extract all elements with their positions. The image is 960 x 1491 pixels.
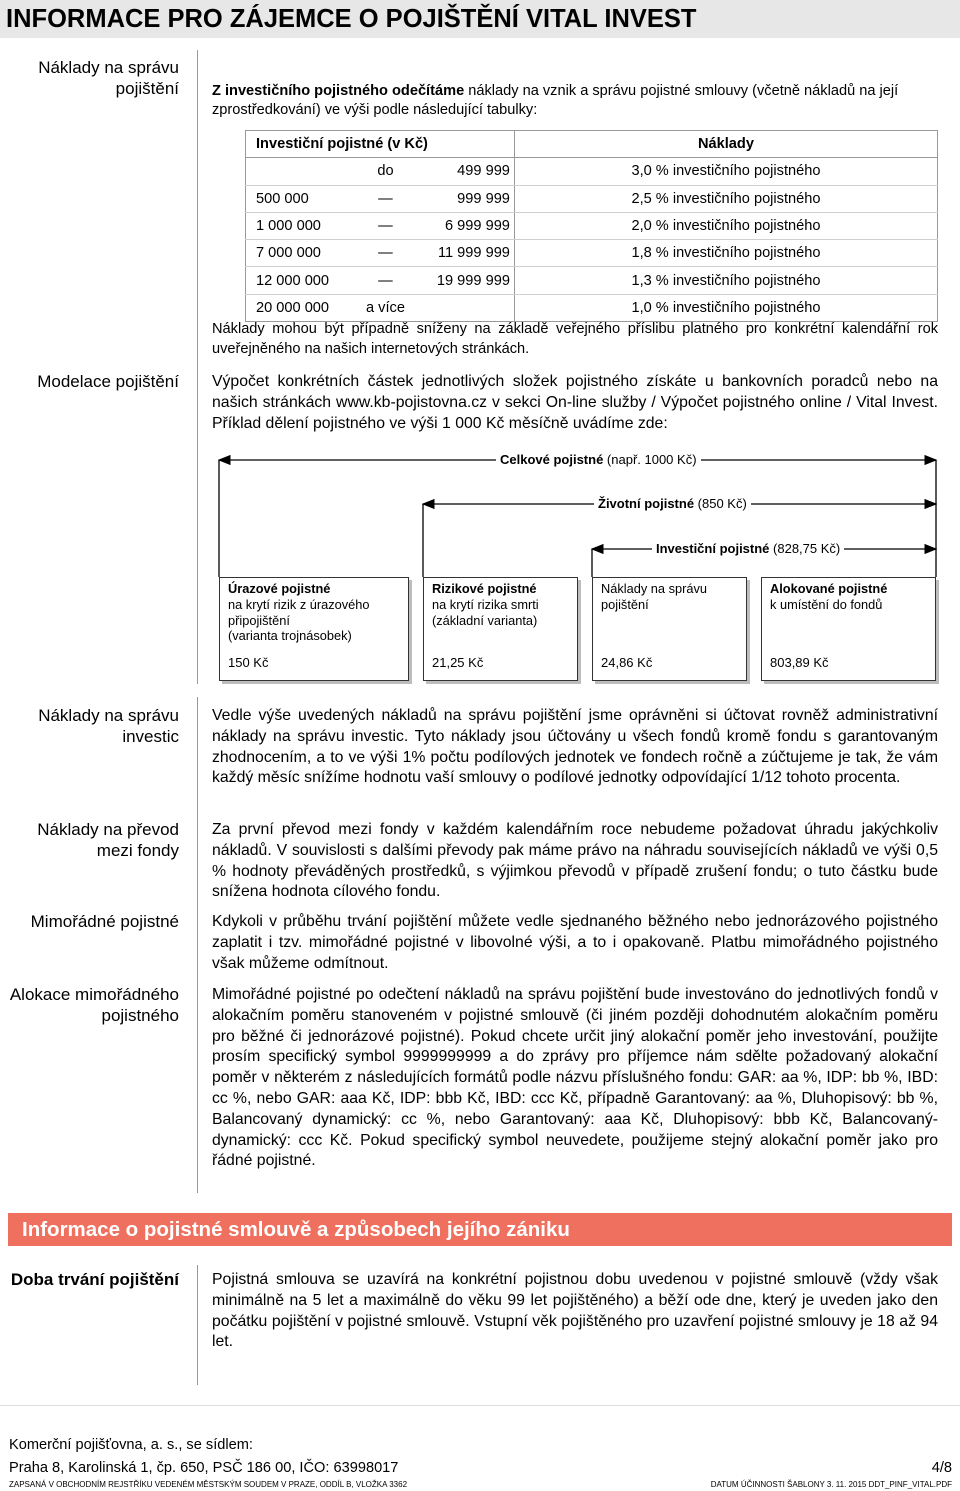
investic-text: Vedle výše uvedených nákladů na správu pojištění jsme oprávněni si účtovat rovněž administrativní náklady na správu investic. Tyto náklady jsou účtovány u všech fondů kromě fondu s garantovaným zhodnocením, a to ve výši 1% počtu podílových jednotek ve fondech ročně a zúčtujeme je tak, že vám každý měsíc snížíme hodnotu vaší smlouvy o podílové jednotky odpovídající 1/12 tohoto procenta.: [212, 707, 938, 787]
cell-from: 7 000 000: [246, 240, 367, 267]
table-row: [246, 240, 938, 267]
cell-from: 1 000 000: [246, 212, 367, 239]
cell-cost: 2,5 % investičního pojistného: [514, 185, 937, 212]
cell-cost: 2,0 % investičního pojistného: [514, 212, 937, 239]
section-label-investic: Náklady na správu investic: [38, 706, 179, 746]
cell-from: 12 000 000: [246, 267, 367, 294]
table-row: [246, 294, 938, 321]
arrow-total-label: Celkové pojistné (např. 1000 Kč): [496, 452, 701, 467]
page-title: INFORMACE PRO ZÁJEMCE O POJIŠTĚNÍ VITAL INVEST: [0, 0, 960, 38]
section-label-doba: Doba trvání pojištění: [10, 1270, 179, 1289]
costs-table: [245, 130, 938, 322]
col-header-costs: Náklady: [514, 131, 937, 158]
box-accident-premium: Úrazové pojistné na krytí rizik z úrazového připojištění (varianta trojnásobek) 150 Kč: [219, 577, 409, 681]
arrow-life-label: Životní pojistné (850 Kč): [594, 496, 751, 511]
costs-note: Náklady mohou být případně sníženy na základě veřejného příslibu platného pro konkrétní kalendářní rok uveřejněného na našich internetových stránkách.: [212, 321, 938, 357]
cell-mid: —: [366, 212, 405, 239]
doba-text: Pojistná smlouva se uzavírá na konkrétní pojistnou dobu uvedenou v pojistné smlouvě (vždy však minimálně na 5 let a maximálně do věku 99 let pojištěného) a běží ode dne, který je uveden jako den počátku pojištění v pojistné smlouvě. Vstupní věk pojištěného pro uzavření pojistné smlouvy je 18 až 94 let.: [212, 1271, 938, 1351]
cell-mid: —: [366, 240, 405, 267]
section-label-modelace: Modelace pojištění: [37, 372, 179, 391]
prevod-text: Za první převod mezi fondy v každém kalendářním roce nebudeme požadovat úhradu jakýchkoliv nákladů. V souvislosti s dalšími převody pak máme právo na náhradu souvisejících nákladů ve výši 0,5 % hodnoty převáděných prostředků, s výjimkou převodů v případě zrušení fondu; o tuto částku bude snížena hodnota cílového fondu.: [212, 821, 938, 901]
col-header-premium: Investiční pojistné (v Kč): [246, 131, 515, 158]
intro-rest: náklady na vznik a správu pojistné smlouvy (včetně nákladů na její zprostředkování) ve výši podle následující tabulky:: [212, 83, 899, 118]
section-label-naklady-pojisteni: Náklady na správu pojištění: [38, 58, 179, 98]
arrow-investment-label: Investiční pojistné (828,75 Kč): [652, 541, 844, 556]
cell-to: 19 999 999: [405, 267, 515, 294]
page-number: 4/8: [931, 1460, 952, 1476]
cell-mid: a více: [366, 294, 405, 321]
box-amount: 150 Kč: [228, 655, 269, 670]
modelace-text: Výpočet konkrétních částek jednotlivých složek pojistného získáte u bankovních poradců nebo na našich stránkách www.kb-pojistovna.cz v sekci On-line služby / Výpočet pojistného online / Vital Invest. Příklad dělení pojistného ve výši 1 000 Kč měsíčně uvádíme zde:: [212, 373, 938, 432]
footer-divider: [0, 1405, 960, 1406]
cell-to: 499 999: [405, 158, 515, 185]
cell-cost: 1,0 % investičního pojistného: [514, 294, 937, 321]
cell-to: 11 999 999: [405, 240, 515, 267]
table-header-row: [246, 131, 938, 158]
cell-cost: 3,0 % investičního pojistného: [514, 158, 937, 185]
cell-mid: —: [366, 267, 405, 294]
table-row: [246, 185, 938, 212]
footer-registry: ZAPSANÁ V OBCHODNÍM REJSTŘÍKU VEDENÉM MĚSTSKÝM SOUDEM V PRAZE, ODDÍL B, VLOŽKA 3362: [9, 1480, 408, 1489]
box-risk-premium: Rizikové pojistné na krytí rizika smrti (základní varianta) 21,25 Kč: [423, 577, 578, 681]
cell-cost: 1,8 % investičního pojistného: [514, 240, 937, 267]
premium-split-diagram: [214, 443, 940, 693]
section-label-prevod: Náklady na převod mezi fondy: [37, 820, 179, 860]
table-row: [246, 158, 938, 185]
box-amount: 24,86 Kč: [601, 655, 653, 670]
alokace-text: Mimořádné pojistné po odečtení nákladů na správu pojištění bude investováno do jednotlivých fondů v alokačním poměru stanoveném v pojistné smlouvě (či jiném později dohodnutém alokačním poměru pro běžné či jednorázové pojistné). Pokud chcete určit jiný alokační poměr jeho investování, použijte prosím specifický symbol 9999999999 a do zprávy pro příjemce nám sdělte požadovaný alokační poměr v některém z následujících formátů podle názvu příslušného fondu: GAR: aa %, IDP: bb %, IBD: cc %, nebo GAR: aaa Kč, IDP: bbb Kč, IBD: ccc Kč, případně Garantovaný: aa %, Dluhopisový: bb %, Balancovaný dynamický: cc %, nebo Garantovaný: aaa Kč, Dluhopisový: bbb Kč, Balancovaný-dynamický: ccc Kč. Pokud specifický symbol neuvedete, použijeme stejný alokační poměr jako pro řádné pojistné.: [212, 986, 938, 1170]
footer-address: Praha 8, Karolinská 1, čp. 650, PSČ 186 00, IČO: 63998017: [9, 1460, 399, 1476]
footer-company: Komerční pojišťovna, a. s., se sídlem:: [9, 1437, 253, 1453]
section-divider: [197, 697, 198, 1193]
cell-mid: —: [366, 185, 405, 212]
cell-from: 500 000: [246, 185, 367, 212]
box-amount: 803,89 Kč: [770, 655, 829, 670]
cell-from: 20 000 000: [246, 294, 367, 321]
section-divider: [197, 50, 198, 684]
table-row: [246, 212, 938, 239]
cell-to: 6 999 999: [405, 212, 515, 239]
section-label-mimoradne: Mimořádné pojistné: [30, 912, 179, 931]
footer-template-date: DATUM ÚČINNOSTI ŠABLONY 3. 11. 2015 DDT_PINF_VITAL.PDF: [710, 1480, 952, 1489]
section-label-alokace: Alokace mimořádného pojistného: [9, 985, 179, 1025]
cell-to: [405, 294, 515, 321]
mimoradne-text: Kdykoli v průběhu trvání pojištění můžete vedle sjednaného běžného nebo jednorázového pojistného zaplatit i tzv. mimořádné pojistné v libovolné výši, a to i opakovaně. Platbu mimořádného pojistného však můžeme odmítnout.: [212, 913, 938, 972]
section-divider: [197, 1265, 198, 1385]
cell-from: [246, 158, 367, 185]
cell-mid: do: [366, 158, 405, 185]
cell-to: 999 999: [405, 185, 515, 212]
cell-cost: 1,3 % investičního pojistného: [514, 267, 937, 294]
intro-text: [212, 82, 938, 120]
intro-bold: Z investičního pojistného odečítáme: [212, 83, 465, 99]
box-admin-costs: Náklady na správu pojištění 24,86 Kč: [592, 577, 747, 681]
box-amount: 21,25 Kč: [432, 655, 484, 670]
box-allocated-premium: Alokované pojistné k umístění do fondů 803,89 Kč: [761, 577, 936, 681]
section-banner: Informace o pojistné smlouvě a způsobech jejího zániku: [8, 1213, 952, 1246]
table-row: [246, 267, 938, 294]
